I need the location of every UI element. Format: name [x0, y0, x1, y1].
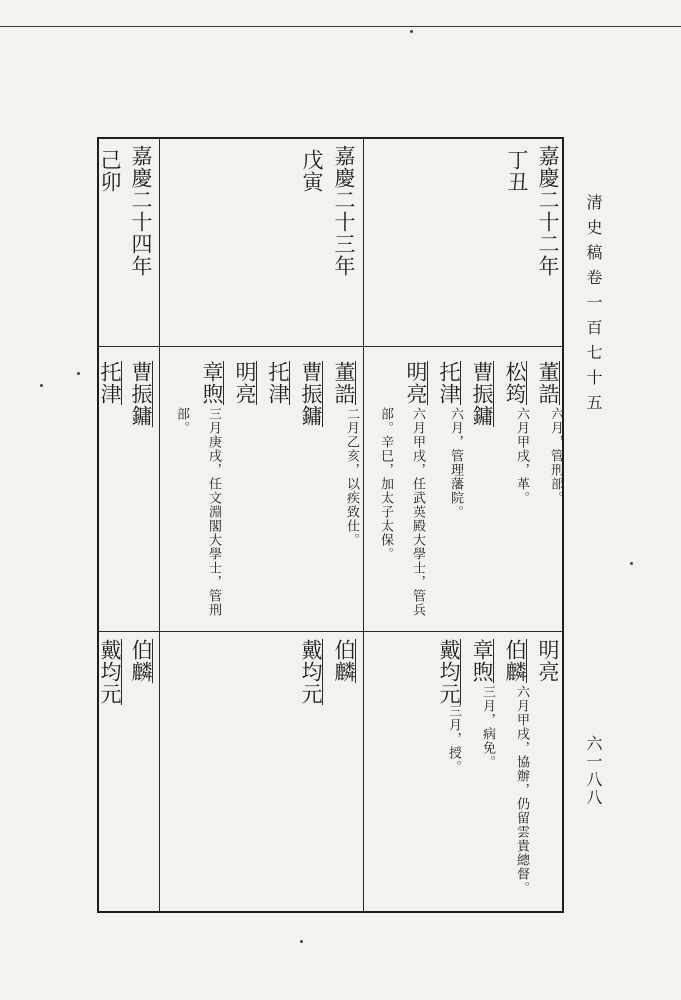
year-ganzhi-1: 丁丑	[505, 149, 529, 193]
year-ganzhi-3: 己卯	[98, 149, 122, 193]
entry-name: 戴均元	[98, 639, 122, 705]
entry-name: 托津	[437, 361, 461, 405]
entry-note: 六月甲戌，革。	[514, 407, 529, 505]
entry-note-continued: 部。辛巳，加太子太保。	[378, 407, 393, 561]
year-reign-2: 嘉慶二十三年	[332, 145, 356, 277]
scan-top-edge-line	[0, 26, 681, 27]
column-divider-1	[363, 139, 364, 911]
entry-name: 章煦	[200, 361, 224, 405]
entry-name: 曹振鏞	[129, 361, 153, 427]
entry-name: 托津	[266, 361, 290, 405]
entry-note: 六月甲戌，協辦，仍留雲貴總督。	[514, 685, 529, 895]
entry-name: 董誥	[332, 361, 356, 405]
scan-speck	[630, 562, 633, 565]
entry-note: 三月庚戌，任文淵閣大學士，管刑	[206, 407, 221, 617]
year-reign-1: 嘉慶二十二年	[536, 145, 560, 277]
entry-name: 戴均元	[437, 639, 461, 705]
scan-speck	[40, 384, 43, 387]
page-number: 六一八八	[584, 735, 603, 807]
entry-name: 董誥	[536, 361, 560, 405]
entry-name: 曹振鏞	[470, 361, 494, 427]
scan-speck	[300, 940, 303, 943]
entry-name: 伯麟	[332, 639, 356, 683]
row-divider-sections	[99, 631, 562, 632]
year-ganzhi-2: 戊寅	[300, 149, 324, 193]
entry-note: 六月甲戌，任武英殿大學士，管兵	[410, 407, 425, 617]
entry-name: 章煦	[470, 639, 494, 683]
entry-name: 戴均元	[299, 639, 323, 705]
column-divider-2	[159, 139, 160, 911]
entry-name: 明亮	[233, 361, 257, 405]
entry-name: 曹振鏞	[299, 361, 323, 427]
entry-name: 明亮	[536, 639, 560, 683]
year-reign-3: 嘉慶二十四年	[129, 145, 153, 277]
entry-note-continued: 部。	[174, 407, 189, 435]
entry-note: 六月，管刑部。	[548, 407, 563, 505]
entry-name: 松筠	[503, 361, 527, 405]
running-header: 清史稿卷一百七十五	[584, 194, 603, 419]
entry-note: 三月，病免。	[480, 685, 495, 769]
entry-name: 伯麟	[503, 639, 527, 683]
scan-speck	[77, 372, 80, 375]
entry-name: 伯麟	[129, 639, 153, 683]
entry-note: 六月，管理藩院。	[448, 407, 463, 519]
row-divider-years	[99, 346, 562, 347]
scan-speck	[410, 30, 413, 33]
entry-name: 托津	[98, 361, 122, 405]
entry-note: 二月乙亥，以疾致仕。	[344, 407, 359, 547]
entry-name: 明亮	[404, 361, 428, 405]
entry-note: 三月，授。	[446, 704, 461, 774]
table-frame	[97, 137, 564, 913]
